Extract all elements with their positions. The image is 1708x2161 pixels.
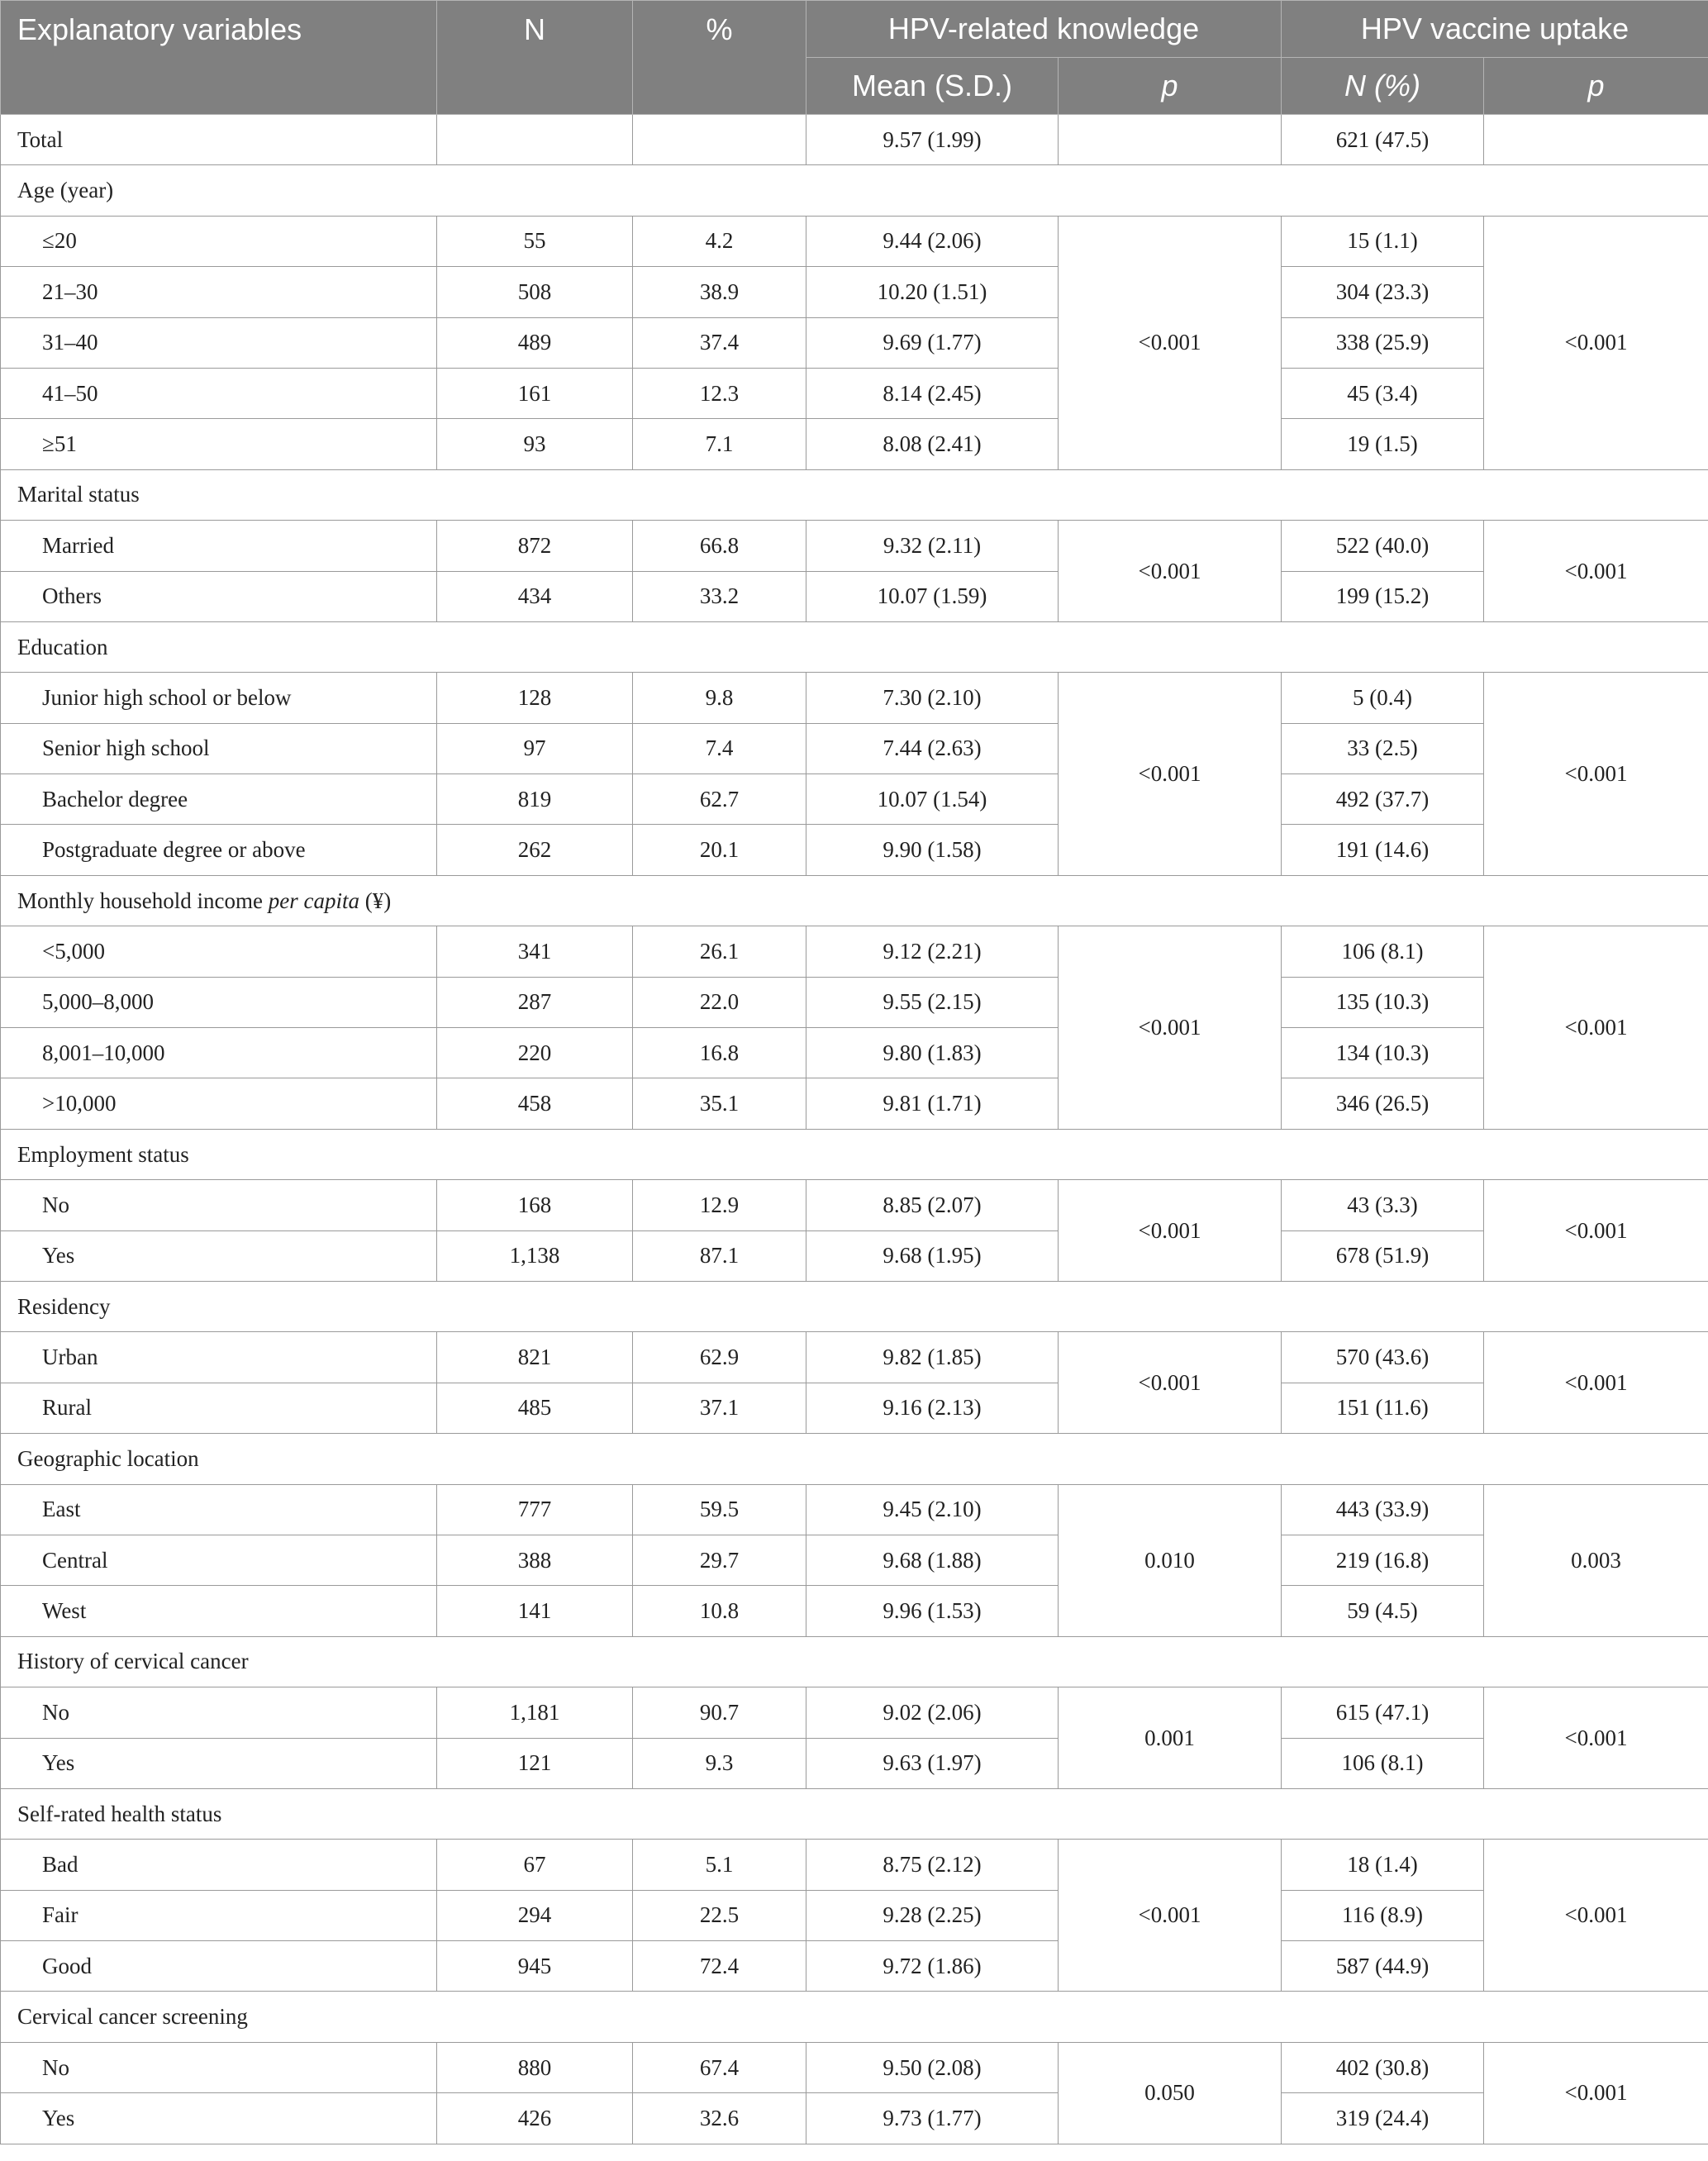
total-uptake: 621 (47.5)	[1282, 115, 1484, 165]
percent-cell: 37.4	[633, 317, 806, 368]
n-cell: 777	[437, 1484, 633, 1535]
table-row	[1, 723, 1708, 773]
category-label: Rural	[1, 1383, 437, 1433]
category-label: East	[1, 1484, 437, 1535]
table-row	[1, 267, 1708, 317]
n-cell: 141	[437, 1586, 633, 1636]
uptake-cell: 304 (23.3)	[1282, 267, 1484, 317]
category-label: Postgraduate degree or above	[1, 825, 437, 875]
uptake-cell: 678 (51.9)	[1282, 1230, 1484, 1281]
p-uptake-cell: <0.001	[1484, 1687, 1708, 1789]
n-cell: 880	[437, 2042, 633, 2092]
group-label-screening	[1, 1992, 1708, 2042]
category-label: Yes	[1, 1230, 437, 1281]
mean-sd-cell: 8.14 (2.45)	[806, 368, 1059, 418]
p-uptake-cell: <0.001	[1484, 216, 1708, 469]
percent-cell: 72.4	[633, 1941, 806, 1992]
uptake-cell: 402 (30.8)	[1282, 2042, 1484, 2092]
n-cell: 121	[437, 1738, 633, 1788]
category-label: No	[1, 1687, 437, 1738]
category-label: Married	[1, 521, 437, 571]
percent-cell: 62.9	[633, 1332, 806, 1383]
n-cell: 434	[437, 571, 633, 621]
table-row	[1, 1484, 1708, 1535]
n-cell: 161	[437, 368, 633, 418]
n-cell: 508	[437, 267, 633, 317]
p-knowledge-cell: <0.001	[1059, 1332, 1282, 1434]
table-row	[1, 1230, 1708, 1281]
mean-sd-cell: 7.44 (2.63)	[806, 723, 1059, 773]
n-cell: 426	[437, 2093, 633, 2144]
mean-sd-cell: 7.30 (2.10)	[806, 673, 1059, 723]
header-p-uptake: p	[1484, 58, 1708, 115]
n-cell: 945	[437, 1941, 633, 1992]
uptake-cell: 615 (47.1)	[1282, 1687, 1484, 1738]
table-row	[1, 419, 1708, 469]
category-label: Junior high school or below	[1, 673, 437, 723]
uptake-cell: 338 (25.9)	[1282, 317, 1484, 368]
table-row	[1, 317, 1708, 368]
category-label: <5,000	[1, 926, 437, 977]
total-percent	[633, 115, 806, 165]
category-label: Others	[1, 571, 437, 621]
total-p-knowledge	[1059, 115, 1282, 165]
header-n-percent: N (%)	[1282, 58, 1484, 115]
percent-cell: 87.1	[633, 1230, 806, 1281]
group-label-text: History of cervical cancer	[17, 1649, 249, 1674]
group-label-income	[1, 875, 1708, 926]
mean-sd-cell: 9.80 (1.83)	[806, 1028, 1059, 1078]
uptake-cell: 199 (15.2)	[1282, 571, 1484, 621]
percent-cell: 22.5	[633, 1890, 806, 1940]
mean-sd-cell: 9.32 (2.11)	[806, 521, 1059, 571]
percent-cell: 9.3	[633, 1738, 806, 1788]
category-label: West	[1, 1586, 437, 1636]
uptake-cell: 346 (26.5)	[1282, 1078, 1484, 1129]
uptake-cell: 33 (2.5)	[1282, 723, 1484, 773]
mean-sd-cell: 9.90 (1.58)	[806, 825, 1059, 875]
n-cell: 220	[437, 1028, 633, 1078]
mean-sd-cell: 9.63 (1.97)	[806, 1738, 1059, 1788]
mean-sd-cell: 10.20 (1.51)	[806, 267, 1059, 317]
mean-sd-cell: 10.07 (1.54)	[806, 774, 1059, 825]
group-label-geographic	[1, 1434, 1708, 1484]
category-label: ≤20	[1, 216, 437, 266]
category-label: Central	[1, 1535, 437, 1585]
table-row	[1, 926, 1708, 977]
mean-sd-cell: 10.07 (1.59)	[806, 571, 1059, 621]
group-label-text: Residency	[17, 1293, 111, 1319]
percent-cell: 9.8	[633, 673, 806, 723]
table-row	[1, 1586, 1708, 1636]
group-label-text: Education	[17, 634, 108, 659]
uptake-cell: 45 (3.4)	[1282, 368, 1484, 418]
table-row	[1, 825, 1708, 875]
mean-sd-cell: 9.68 (1.95)	[806, 1230, 1059, 1281]
percent-cell: 4.2	[633, 216, 806, 266]
category-label: Bachelor degree	[1, 774, 437, 825]
n-cell: 262	[437, 825, 633, 875]
group-label-italic: per capita	[268, 888, 359, 913]
group-row-residency	[1, 1281, 1708, 1331]
percent-cell: 7.1	[633, 419, 806, 469]
percent-cell: 16.8	[633, 1028, 806, 1078]
percent-cell: 10.8	[633, 1586, 806, 1636]
mean-sd-cell: 9.28 (2.25)	[806, 1890, 1059, 1940]
uptake-cell: 191 (14.6)	[1282, 825, 1484, 875]
group-row-employment	[1, 1129, 1708, 1179]
uptake-cell: 522 (40.0)	[1282, 521, 1484, 571]
p-uptake-cell: <0.001	[1484, 2042, 1708, 2144]
n-cell: 485	[437, 1383, 633, 1433]
uptake-cell: 106 (8.1)	[1282, 1738, 1484, 1788]
uptake-cell: 319 (24.4)	[1282, 2093, 1484, 2144]
group-row-income	[1, 875, 1708, 926]
mean-sd-cell: 9.02 (2.06)	[806, 1687, 1059, 1738]
percent-cell: 20.1	[633, 825, 806, 875]
p-uptake-cell: <0.001	[1484, 1840, 1708, 1992]
uptake-cell: 5 (0.4)	[1282, 673, 1484, 723]
uptake-cell: 443 (33.9)	[1282, 1484, 1484, 1535]
mean-sd-cell: 9.12 (2.21)	[806, 926, 1059, 977]
category-label: 31–40	[1, 317, 437, 368]
uptake-cell: 134 (10.3)	[1282, 1028, 1484, 1078]
percent-cell: 12.9	[633, 1180, 806, 1230]
table-row	[1, 1180, 1708, 1230]
p-knowledge-cell: 0.001	[1059, 1687, 1282, 1789]
n-cell: 458	[437, 1078, 633, 1129]
category-label: Yes	[1, 1738, 437, 1788]
uptake-cell: 116 (8.9)	[1282, 1890, 1484, 1940]
p-uptake-cell: <0.001	[1484, 521, 1708, 622]
category-label: 41–50	[1, 368, 437, 418]
table-row	[1, 1383, 1708, 1433]
mean-sd-cell: 9.68 (1.88)	[806, 1535, 1059, 1585]
p-knowledge-cell: <0.001	[1059, 216, 1282, 469]
n-cell: 819	[437, 774, 633, 825]
group-row-health	[1, 1788, 1708, 1839]
category-label: Senior high school	[1, 723, 437, 773]
group-label-age	[1, 165, 1708, 216]
table-row	[1, 977, 1708, 1027]
group-label-text: Employment status	[17, 1141, 189, 1167]
mean-sd-cell: 9.45 (2.10)	[806, 1484, 1059, 1535]
uptake-cell: 43 (3.3)	[1282, 1180, 1484, 1230]
group-label-text: Marital status	[17, 482, 140, 507]
mean-sd-cell: 9.81 (1.71)	[806, 1078, 1059, 1129]
p-knowledge-cell: <0.001	[1059, 673, 1282, 876]
table-row	[1, 1941, 1708, 1992]
mean-sd-cell: 9.50 (2.08)	[806, 2042, 1059, 2092]
table-row	[1, 2093, 1708, 2144]
percent-cell: 67.4	[633, 2042, 806, 2092]
table-row	[1, 368, 1708, 418]
group-label-residency	[1, 1281, 1708, 1331]
p-knowledge-cell: <0.001	[1059, 521, 1282, 622]
header-n: N	[437, 1, 633, 115]
group-label-marital	[1, 469, 1708, 520]
percent-cell: 29.7	[633, 1535, 806, 1585]
category-label: Bad	[1, 1840, 437, 1890]
category-label: Urban	[1, 1332, 437, 1383]
header-percent: %	[633, 1, 806, 115]
mean-sd-cell: 9.96 (1.53)	[806, 1586, 1059, 1636]
percent-cell: 38.9	[633, 267, 806, 317]
table-header	[1, 1, 1708, 115]
percent-cell: 59.5	[633, 1484, 806, 1535]
group-label-text: Monthly household income	[17, 888, 263, 913]
n-cell: 872	[437, 521, 633, 571]
uptake-cell: 219 (16.8)	[1282, 1535, 1484, 1585]
mean-sd-cell: 8.75 (2.12)	[806, 1840, 1059, 1890]
table-row	[1, 1332, 1708, 1383]
p-uptake-cell: <0.001	[1484, 1332, 1708, 1434]
table-row	[1, 1078, 1708, 1129]
uptake-cell: 570 (43.6)	[1282, 1332, 1484, 1383]
table-row	[1, 521, 1708, 571]
category-label: Yes	[1, 2093, 437, 2144]
group-label-text: Geographic location	[17, 1445, 199, 1471]
n-cell: 821	[437, 1332, 633, 1383]
mean-sd-cell: 9.55 (2.15)	[806, 977, 1059, 1027]
total-mean-sd: 9.57 (1.99)	[806, 115, 1059, 165]
n-cell: 294	[437, 1890, 633, 1940]
header-explanatory-variables: Explanatory variables	[1, 1, 437, 115]
category-label: >10,000	[1, 1078, 437, 1129]
group-label-suffix: (¥)	[364, 888, 392, 913]
group-row-education	[1, 621, 1708, 672]
category-label: No	[1, 1180, 437, 1230]
category-label: ≥51	[1, 419, 437, 469]
header-knowledge-group: HPV-related knowledge	[806, 1, 1282, 58]
header-mean-sd: Mean (S.D.)	[806, 58, 1059, 115]
uptake-cell: 15 (1.1)	[1282, 216, 1484, 266]
n-cell: 97	[437, 723, 633, 773]
uptake-cell: 135 (10.3)	[1282, 977, 1484, 1027]
mean-sd-cell: 9.73 (1.77)	[806, 2093, 1059, 2144]
n-cell: 67	[437, 1840, 633, 1890]
mean-sd-cell: 8.85 (2.07)	[806, 1180, 1059, 1230]
category-label: No	[1, 2042, 437, 2092]
n-cell: 341	[437, 926, 633, 977]
p-uptake-cell: <0.001	[1484, 926, 1708, 1130]
total-p-uptake	[1484, 115, 1708, 165]
table-body	[1, 115, 1708, 2144]
percent-cell: 35.1	[633, 1078, 806, 1129]
p-knowledge-cell: 0.050	[1059, 2042, 1282, 2144]
header-p-knowledge: p	[1059, 58, 1282, 115]
mean-sd-cell: 8.08 (2.41)	[806, 419, 1059, 469]
percent-cell: 7.4	[633, 723, 806, 773]
p-uptake-cell: <0.001	[1484, 1180, 1708, 1282]
table-row	[1, 1687, 1708, 1738]
table-row	[1, 774, 1708, 825]
group-label-education	[1, 621, 1708, 672]
uptake-cell: 587 (44.9)	[1282, 1941, 1484, 1992]
n-cell: 128	[437, 673, 633, 723]
table-row	[1, 1840, 1708, 1890]
group-row-geographic	[1, 1434, 1708, 1484]
percent-cell: 22.0	[633, 977, 806, 1027]
table-row	[1, 571, 1708, 621]
table-row	[1, 1028, 1708, 1078]
mean-sd-cell: 9.72 (1.86)	[806, 1941, 1059, 1992]
category-label: 8,001–10,000	[1, 1028, 437, 1078]
n-cell: 168	[437, 1180, 633, 1230]
total-label: Total	[1, 115, 437, 165]
group-row-age	[1, 165, 1708, 216]
n-cell: 1,181	[437, 1687, 633, 1738]
percent-cell: 33.2	[633, 571, 806, 621]
percent-cell: 32.6	[633, 2093, 806, 2144]
percent-cell: 62.7	[633, 774, 806, 825]
category-label: Good	[1, 1941, 437, 1992]
percent-cell: 12.3	[633, 368, 806, 418]
mean-sd-cell: 9.44 (2.06)	[806, 216, 1059, 266]
group-row-marital	[1, 469, 1708, 520]
group-row-history	[1, 1636, 1708, 1687]
n-cell: 55	[437, 216, 633, 266]
mean-sd-cell: 9.82 (1.85)	[806, 1332, 1059, 1383]
mean-sd-cell: 9.16 (2.13)	[806, 1383, 1059, 1433]
p-knowledge-cell: <0.001	[1059, 1840, 1282, 1992]
table-row	[1, 1738, 1708, 1788]
group-label-text: Age (year)	[17, 178, 114, 203]
table-row	[1, 1535, 1708, 1585]
total-n	[437, 115, 633, 165]
uptake-cell: 151 (11.6)	[1282, 1383, 1484, 1433]
uptake-cell: 106 (8.1)	[1282, 926, 1484, 977]
group-label-history	[1, 1636, 1708, 1687]
group-row-screening	[1, 1992, 1708, 2042]
p-knowledge-cell: <0.001	[1059, 1180, 1282, 1282]
uptake-cell: 492 (37.7)	[1282, 774, 1484, 825]
p-uptake-cell: <0.001	[1484, 673, 1708, 876]
category-label: 21–30	[1, 267, 437, 317]
category-label: Fair	[1, 1890, 437, 1940]
p-knowledge-cell: <0.001	[1059, 926, 1282, 1130]
uptake-cell: 19 (1.5)	[1282, 419, 1484, 469]
mean-sd-cell: 9.69 (1.77)	[806, 317, 1059, 368]
p-uptake-cell: 0.003	[1484, 1484, 1708, 1636]
percent-cell: 66.8	[633, 521, 806, 571]
table-row	[1, 216, 1708, 266]
group-label-health	[1, 1788, 1708, 1839]
group-label-text: Cervical cancer screening	[17, 2004, 248, 2030]
uptake-cell: 59 (4.5)	[1282, 1586, 1484, 1636]
category-label: 5,000–8,000	[1, 977, 437, 1027]
header-uptake-group: HPV vaccine uptake	[1282, 1, 1708, 58]
percent-cell: 5.1	[633, 1840, 806, 1890]
group-label-text: Self-rated health status	[17, 1801, 222, 1826]
n-cell: 388	[437, 1535, 633, 1585]
table-row	[1, 1890, 1708, 1940]
n-cell: 489	[437, 317, 633, 368]
percent-cell: 26.1	[633, 926, 806, 977]
table-row-total	[1, 115, 1708, 165]
n-cell: 93	[437, 419, 633, 469]
p-knowledge-cell: 0.010	[1059, 1484, 1282, 1636]
percent-cell: 37.1	[633, 1383, 806, 1433]
uptake-cell: 18 (1.4)	[1282, 1840, 1484, 1890]
n-cell: 287	[437, 977, 633, 1027]
table-row	[1, 2042, 1708, 2092]
group-label-employment	[1, 1129, 1708, 1179]
n-cell: 1,138	[437, 1230, 633, 1281]
table-row	[1, 673, 1708, 723]
percent-cell: 90.7	[633, 1687, 806, 1738]
